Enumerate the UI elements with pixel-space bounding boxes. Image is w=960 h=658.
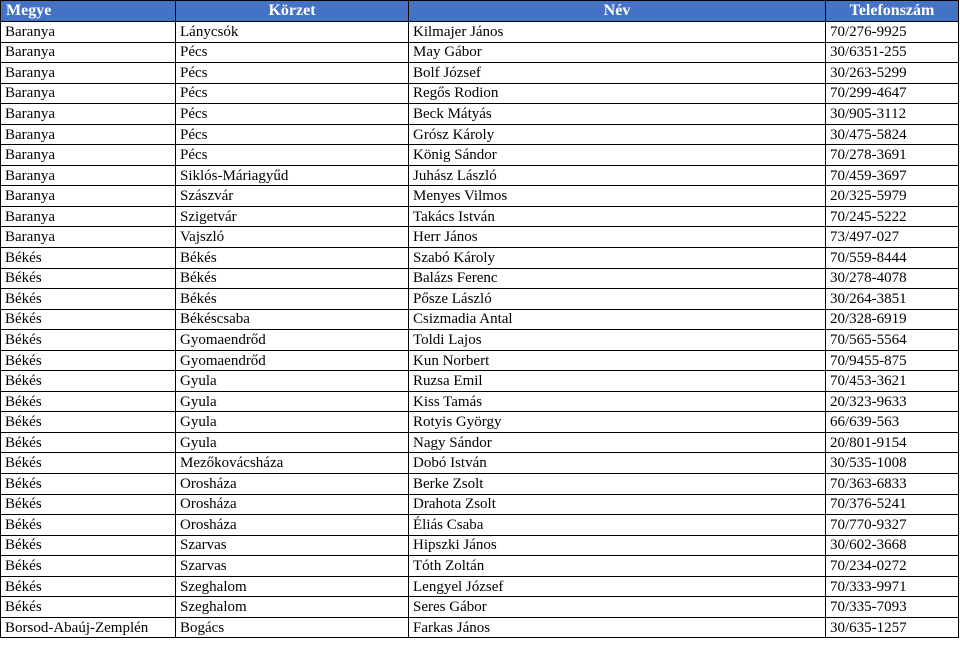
table-row	[1, 42, 959, 63]
cell-megye: Békés	[1, 432, 176, 453]
cell-korzet: Pécs	[176, 104, 409, 125]
table-row	[1, 206, 959, 227]
table-row	[1, 165, 959, 186]
table-row	[1, 432, 959, 453]
cell-telefonszam: 70/559-8444	[826, 248, 959, 269]
cell-megye: Békés	[1, 535, 176, 556]
cell-telefonszam: 70/459-3697	[826, 165, 959, 186]
cell-korzet: Orosháza	[176, 515, 409, 536]
cell-korzet: Gyomaendrőd	[176, 350, 409, 371]
cell-nev: Kun Norbert	[409, 350, 826, 371]
table-row	[1, 227, 959, 248]
cell-megye: Békés	[1, 556, 176, 577]
cell-korzet: Mezőkovácsháza	[176, 453, 409, 474]
cell-nev: König Sándor	[409, 145, 826, 166]
cell-korzet: Békéscsaba	[176, 309, 409, 330]
cell-telefonszam: 70/376-5241	[826, 494, 959, 515]
cell-nev: Csizmadia Antal	[409, 309, 826, 330]
cell-telefonszam: 20/328-6919	[826, 309, 959, 330]
cell-nev: Juhász László	[409, 165, 826, 186]
cell-korzet: Szigetvár	[176, 206, 409, 227]
cell-megye: Békés	[1, 576, 176, 597]
cell-nev: Kiss Tamás	[409, 391, 826, 412]
cell-megye: Békés	[1, 597, 176, 618]
cell-korzet: Pécs	[176, 124, 409, 145]
cell-telefonszam: 30/264-3851	[826, 289, 959, 310]
cell-telefonszam: 70/278-3691	[826, 145, 959, 166]
table-row	[1, 22, 959, 43]
cell-nev: Éliás Csaba	[409, 515, 826, 536]
cell-nev: Hipszki János	[409, 535, 826, 556]
cell-korzet: Békés	[176, 248, 409, 269]
cell-megye: Békés	[1, 453, 176, 474]
cell-korzet: Siklós-Máriagyűd	[176, 165, 409, 186]
cell-telefonszam: 30/475-5824	[826, 124, 959, 145]
cell-nev: Szabó Károly	[409, 248, 826, 269]
table-row	[1, 556, 959, 577]
table-row	[1, 453, 959, 474]
cell-megye: Baranya	[1, 124, 176, 145]
cell-nev: Farkas János	[409, 617, 826, 638]
cell-nev: Ruzsa Emil	[409, 371, 826, 392]
cell-megye: Békés	[1, 248, 176, 269]
table-body	[1, 22, 959, 638]
cell-nev: Dobó István	[409, 453, 826, 474]
cell-korzet: Orosháza	[176, 474, 409, 495]
table-row	[1, 124, 959, 145]
cell-telefonszam: 30/278-4078	[826, 268, 959, 289]
cell-nev: Takács István	[409, 206, 826, 227]
cell-telefonszam: 20/325-5979	[826, 186, 959, 207]
cell-nev: Rotyis György	[409, 412, 826, 433]
cell-telefonszam: 30/263-5299	[826, 63, 959, 84]
cell-megye: Békés	[1, 371, 176, 392]
cell-korzet: Szászvár	[176, 186, 409, 207]
cell-megye: Baranya	[1, 206, 176, 227]
table-row	[1, 412, 959, 433]
table-row	[1, 268, 959, 289]
cell-korzet: Szeghalom	[176, 576, 409, 597]
cell-telefonszam: 70/335-7093	[826, 597, 959, 618]
cell-megye: Békés	[1, 350, 176, 371]
cell-nev: Bolf József	[409, 63, 826, 84]
table-row	[1, 617, 959, 638]
cell-korzet: Pécs	[176, 63, 409, 84]
cell-nev: May Gábor	[409, 42, 826, 63]
cell-nev: Nagy Sándor	[409, 432, 826, 453]
cell-korzet: Szarvas	[176, 556, 409, 577]
table-row	[1, 289, 959, 310]
cell-megye: Baranya	[1, 186, 176, 207]
cell-nev: Toldi Lajos	[409, 330, 826, 351]
table-row	[1, 371, 959, 392]
cell-korzet: Békés	[176, 268, 409, 289]
header-row	[1, 1, 959, 22]
table-row	[1, 515, 959, 536]
cell-megye: Békés	[1, 412, 176, 433]
table-row	[1, 83, 959, 104]
cell-nev: Grósz Károly	[409, 124, 826, 145]
cell-telefonszam: 70/299-4647	[826, 83, 959, 104]
cell-nev: Regős Rodion	[409, 83, 826, 104]
table-row	[1, 391, 959, 412]
cell-megye: Baranya	[1, 227, 176, 248]
header-megye: Megye	[1, 1, 176, 22]
cell-korzet: Békés	[176, 289, 409, 310]
cell-telefonszam: 20/323-9633	[826, 391, 959, 412]
cell-megye: Békés	[1, 309, 176, 330]
table-row	[1, 474, 959, 495]
cell-megye: Békés	[1, 474, 176, 495]
table-row	[1, 248, 959, 269]
cell-telefonszam: 70/245-5222	[826, 206, 959, 227]
cell-telefonszam: 30/6351-255	[826, 42, 959, 63]
cell-megye: Békés	[1, 391, 176, 412]
cell-korzet: Gyula	[176, 391, 409, 412]
table-row	[1, 350, 959, 371]
cell-megye: Baranya	[1, 22, 176, 43]
table-row	[1, 576, 959, 597]
table-row	[1, 186, 959, 207]
cell-telefonszam: 70/770-9327	[826, 515, 959, 536]
table-row	[1, 535, 959, 556]
cell-korzet: Pécs	[176, 42, 409, 63]
cell-nev: Tóth Zoltán	[409, 556, 826, 577]
cell-telefonszam: 70/363-6833	[826, 474, 959, 495]
cell-nev: Berke Zsolt	[409, 474, 826, 495]
cell-megye: Békés	[1, 268, 176, 289]
cell-megye: Békés	[1, 289, 176, 310]
cell-nev: Seres Gábor	[409, 597, 826, 618]
cell-megye: Békés	[1, 515, 176, 536]
cell-korzet: Vajszló	[176, 227, 409, 248]
cell-korzet: Gyula	[176, 371, 409, 392]
cell-megye: Békés	[1, 330, 176, 351]
cell-korzet: Pécs	[176, 83, 409, 104]
cell-nev: Lengyel József	[409, 576, 826, 597]
cell-telefonszam: 30/905-3112	[826, 104, 959, 125]
table-row	[1, 494, 959, 515]
cell-telefonszam: 30/602-3668	[826, 535, 959, 556]
cell-telefonszam: 70/453-3621	[826, 371, 959, 392]
cell-megye: Borsod-Abaúj-Zemplén	[1, 617, 176, 638]
cell-megye: Baranya	[1, 145, 176, 166]
cell-telefonszam: 70/565-5564	[826, 330, 959, 351]
cell-telefonszam: 30/535-1008	[826, 453, 959, 474]
header-telefonszam: Telefonszám	[826, 1, 959, 22]
cell-telefonszam: 66/639-563	[826, 412, 959, 433]
cell-megye: Baranya	[1, 83, 176, 104]
cell-nev: Drahota Zsolt	[409, 494, 826, 515]
cell-megye: Baranya	[1, 63, 176, 84]
cell-telefonszam: 70/276-9925	[826, 22, 959, 43]
cell-telefonszam: 20/801-9154	[826, 432, 959, 453]
cell-nev: Balázs Ferenc	[409, 268, 826, 289]
table-row	[1, 597, 959, 618]
cell-korzet: Gyula	[176, 412, 409, 433]
cell-nev: Herr János	[409, 227, 826, 248]
table-row	[1, 330, 959, 351]
cell-megye: Baranya	[1, 165, 176, 186]
cell-korzet: Bogács	[176, 617, 409, 638]
cell-telefonszam: 30/635-1257	[826, 617, 959, 638]
header-nev: Név	[409, 1, 826, 22]
cell-nev: Menyes Vilmos	[409, 186, 826, 207]
cell-korzet: Lánycsók	[176, 22, 409, 43]
table-row	[1, 309, 959, 330]
cell-korzet: Gyula	[176, 432, 409, 453]
cell-korzet: Szeghalom	[176, 597, 409, 618]
cell-korzet: Orosháza	[176, 494, 409, 515]
cell-korzet: Gyomaendrőd	[176, 330, 409, 351]
cell-korzet: Szarvas	[176, 535, 409, 556]
cell-nev: Kilmajer János	[409, 22, 826, 43]
table-row	[1, 145, 959, 166]
header-korzet: Körzet	[176, 1, 409, 22]
cell-megye: Baranya	[1, 42, 176, 63]
cell-megye: Baranya	[1, 104, 176, 125]
cell-telefonszam: 70/333-9971	[826, 576, 959, 597]
table-row	[1, 63, 959, 84]
table-row	[1, 104, 959, 125]
cell-telefonszam: 70/9455-875	[826, 350, 959, 371]
cell-nev: Beck Mátyás	[409, 104, 826, 125]
cell-telefonszam: 70/234-0272	[826, 556, 959, 577]
cell-nev: Pősze László	[409, 289, 826, 310]
cell-korzet: Pécs	[176, 145, 409, 166]
cell-megye: Békés	[1, 494, 176, 515]
cell-telefonszam: 73/497-027	[826, 227, 959, 248]
